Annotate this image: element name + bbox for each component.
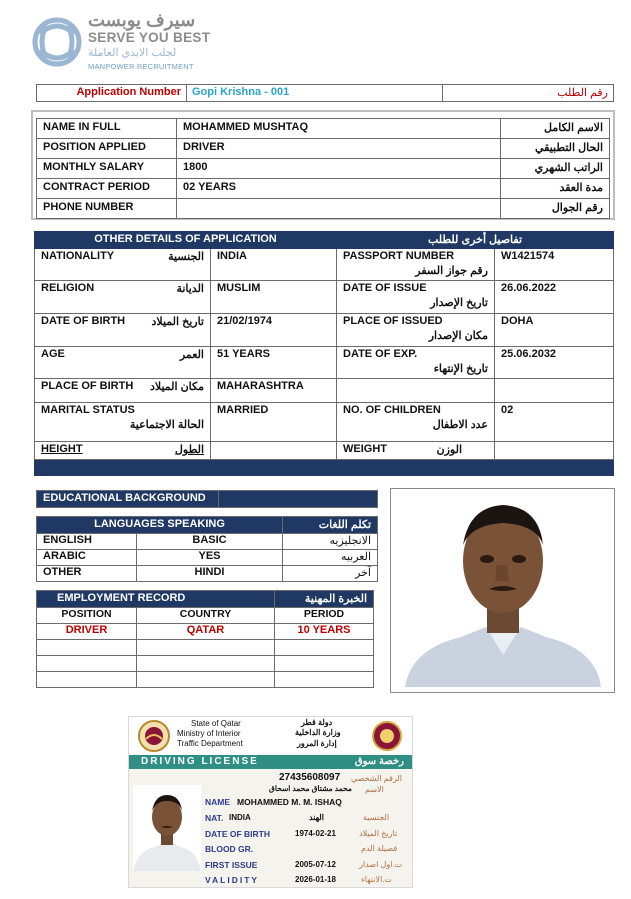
height-label-ar: الطول bbox=[174, 444, 204, 456]
place-of-birth-label: PLACE OF BIRTH bbox=[41, 380, 134, 392]
field-label: MONTHLY SALARY bbox=[37, 159, 177, 179]
license-first-issue-label: FIRST ISSUE bbox=[205, 860, 258, 870]
personal-info-box bbox=[31, 110, 615, 220]
field-value: MOHAMMED MUSHTAQ bbox=[177, 119, 501, 139]
license-name-ar: محمد مشتاق محمد اسحاق bbox=[269, 784, 352, 793]
field-label-ar: رقم الجوال bbox=[501, 199, 610, 219]
weight-label-cell bbox=[337, 442, 495, 460]
license-ministry-ar: وزارة الداخلية bbox=[295, 728, 341, 737]
employment-position: DRIVER bbox=[37, 624, 137, 640]
application-number-row bbox=[36, 84, 614, 102]
religion-label-ar: الديانة bbox=[176, 283, 204, 295]
table-row bbox=[37, 119, 610, 139]
date-of-issue-label-cell bbox=[337, 281, 495, 314]
age-label: AGE bbox=[41, 348, 65, 360]
language-name-ar: العربيه bbox=[283, 550, 378, 566]
language-level: YES bbox=[137, 550, 283, 566]
dob-label-cell bbox=[35, 314, 211, 347]
marital-status-value: MARRIED bbox=[211, 403, 337, 442]
table-row bbox=[35, 379, 614, 403]
license-id-number: 27435608097 bbox=[279, 772, 341, 783]
field-label-ar: مدة العقد bbox=[501, 179, 610, 199]
license-dept-ar: إدارة المرور bbox=[297, 739, 337, 748]
date-of-exp-label-cell bbox=[337, 347, 495, 379]
weight-value bbox=[495, 442, 614, 460]
date-of-exp-label-ar: تاريخ الإنتهاء bbox=[433, 363, 488, 375]
date-of-issue-value: 26.06.2022 bbox=[495, 281, 614, 314]
passport-label-cell bbox=[337, 249, 495, 281]
logo-english-tagline: MANPOWER RECRUITMENT bbox=[88, 62, 194, 71]
children-label-cell bbox=[337, 403, 495, 442]
field-label-ar: الحال التطبيقي bbox=[501, 139, 610, 159]
dob-label-ar: تاريخ الميلاد bbox=[151, 316, 204, 328]
marital-status-label-cell bbox=[35, 403, 211, 442]
traffic-dept-emblem-icon bbox=[371, 720, 403, 752]
table-row bbox=[37, 672, 374, 688]
field-label: CONTRACT PERIOD bbox=[37, 179, 177, 199]
languages-table bbox=[36, 516, 378, 582]
nationality-label-ar: الجنسية bbox=[168, 251, 204, 263]
license-name-label: NAME bbox=[205, 797, 231, 807]
license-state-en: State of Qatar bbox=[191, 719, 241, 728]
language-level: HINDI bbox=[137, 566, 283, 582]
other-details-section bbox=[34, 231, 614, 476]
language-name: ENGLISH bbox=[37, 534, 137, 550]
personal-info-table bbox=[36, 118, 610, 219]
company-logo bbox=[30, 10, 230, 74]
field-value bbox=[177, 199, 501, 219]
date-of-exp-value: 25.06.2032 bbox=[495, 347, 614, 379]
passport-label-ar: رقم جواز السفر bbox=[415, 265, 488, 277]
applicant-photo bbox=[390, 488, 615, 693]
table-row bbox=[37, 179, 610, 199]
table-row bbox=[35, 314, 614, 347]
footer-bar bbox=[35, 460, 614, 476]
employment-title-ar: الخبرة المهنية bbox=[275, 591, 374, 608]
place-of-birth-value: MAHARASHTRA bbox=[211, 379, 337, 403]
license-state-ar: دولة قطر bbox=[301, 718, 333, 727]
other-details-title: OTHER DETAILS OF APPLICATION bbox=[35, 232, 337, 249]
license-name-label-ar: الاسم bbox=[365, 785, 384, 794]
table-row bbox=[37, 534, 378, 550]
language-name: OTHER bbox=[37, 566, 137, 582]
dob-label: DATE OF BIRTH bbox=[41, 315, 126, 327]
age-label-cell bbox=[35, 347, 211, 379]
license-ministry-en: Ministry of Interior bbox=[177, 729, 241, 738]
field-label: PHONE NUMBER bbox=[37, 199, 177, 219]
children-label: NO. OF CHILDREN bbox=[343, 404, 441, 416]
table-row bbox=[37, 640, 374, 656]
table-row bbox=[37, 624, 374, 640]
height-value bbox=[211, 442, 337, 460]
license-id-label-ar: الرقم الشخصي bbox=[351, 774, 403, 783]
place-of-issue-label-ar: مكان الإصدار bbox=[428, 330, 488, 342]
table-row bbox=[37, 566, 378, 582]
table-row bbox=[37, 139, 610, 159]
language-name-ar: آخر bbox=[283, 566, 378, 582]
driving-license-card bbox=[128, 716, 413, 888]
license-nat: INDIA bbox=[229, 813, 251, 822]
field-value: 02 YEARS bbox=[177, 179, 501, 199]
table-row bbox=[37, 159, 610, 179]
languages-title-ar: تكلم اللغات bbox=[283, 517, 378, 534]
weight-label-ar: الوزن bbox=[436, 444, 462, 456]
age-label-ar: العمر bbox=[179, 349, 204, 361]
date-of-exp-label: DATE OF EXP. bbox=[343, 348, 418, 360]
place-of-issue-value: DOHA bbox=[495, 314, 614, 347]
age-value: 51 YEARS bbox=[211, 347, 337, 379]
license-title-ar: رخصة سوق bbox=[354, 756, 404, 767]
passport-value: W1421574 bbox=[495, 249, 614, 281]
religion-label-cell bbox=[35, 281, 211, 314]
license-name: MOHAMMED M. M. ISHAQ bbox=[237, 797, 342, 807]
language-level: BASIC bbox=[137, 534, 283, 550]
language-name: ARABIC bbox=[37, 550, 137, 566]
table-row bbox=[35, 281, 614, 314]
table-row bbox=[35, 442, 614, 460]
column-header-period: PERIOD bbox=[275, 608, 374, 624]
field-label: POSITION APPLIED bbox=[37, 139, 177, 159]
column-header-position: POSITION bbox=[37, 608, 137, 624]
place-of-issue-label-cell bbox=[337, 314, 495, 347]
passport-label: PASSPORT NUMBER bbox=[343, 250, 455, 262]
other-details-table bbox=[34, 231, 614, 476]
table-row bbox=[37, 656, 374, 672]
children-label-ar: عدد الاطفال bbox=[432, 419, 488, 431]
application-number-value: Gopi Krishna - 001 bbox=[187, 85, 443, 102]
other-details-title-ar: تفاصيل أخرى للطلب bbox=[337, 232, 614, 249]
license-blood-label-ar: فصيلة الدم bbox=[361, 844, 398, 853]
license-validity: 2026-01-18 bbox=[295, 875, 336, 884]
license-first-issue: 2005-07-12 bbox=[295, 860, 336, 869]
portrait-photo-icon bbox=[391, 489, 614, 692]
field-value: DRIVER bbox=[177, 139, 501, 159]
field-label: NAME IN FULL bbox=[37, 119, 177, 139]
license-dept-en: Traffic Department bbox=[177, 739, 243, 748]
nationality-label-cell bbox=[35, 249, 211, 281]
logo-arabic-name: سيرف يوبست bbox=[88, 10, 196, 30]
license-nat-label-ar: الجنسية bbox=[363, 813, 390, 822]
license-nat-ar: الهند bbox=[309, 813, 324, 822]
place-of-birth-label-cell bbox=[35, 379, 211, 403]
weight-label: WEIGHT bbox=[343, 443, 387, 455]
field-label-ar: الاسم الكامل bbox=[501, 119, 610, 139]
employment-period: 10 YEARS bbox=[275, 624, 374, 640]
dob-value: 21/02/1974 bbox=[211, 314, 337, 347]
logo-english-name: SERVE YOU BEST bbox=[88, 30, 211, 45]
employment-title: EMPLOYMENT RECORD bbox=[37, 591, 275, 608]
license-holder-photo-icon bbox=[133, 785, 201, 871]
employment-country: QATAR bbox=[137, 624, 275, 640]
field-label-ar: الراتب الشهري bbox=[501, 159, 610, 179]
height-label-cell bbox=[35, 442, 211, 460]
license-title-band bbox=[129, 755, 413, 769]
license-dob-label: DATE OF BIRTH bbox=[205, 829, 271, 839]
place-of-birth-label-ar: مكان الميلاد bbox=[149, 381, 204, 393]
religion-value: MUSLIM bbox=[211, 281, 337, 314]
table-row bbox=[37, 550, 378, 566]
nationality-label: NATIONALITY bbox=[41, 250, 115, 262]
languages-title: LANGUAGES SPEAKING bbox=[37, 517, 283, 534]
place-of-issue-label: PLACE OF ISSUED bbox=[343, 315, 443, 327]
license-nat-label: NAT. bbox=[205, 813, 224, 823]
logo-arabic-tagline: لجلب الايدي العاملة bbox=[88, 47, 177, 59]
children-value: 02 bbox=[495, 403, 614, 442]
table-row bbox=[35, 347, 614, 379]
education-header bbox=[36, 490, 378, 508]
license-dob: 1974-02-21 bbox=[295, 829, 336, 838]
license-first-issue-label-ar: ت.اول اصدار bbox=[359, 860, 403, 869]
height-label: HEIGHT bbox=[41, 443, 83, 455]
religion-label: RELIGION bbox=[41, 282, 95, 294]
table-row bbox=[37, 199, 610, 219]
education-title: EDUCATIONAL BACKGROUND bbox=[37, 491, 219, 508]
date-of-issue-label: DATE OF ISSUE bbox=[343, 282, 427, 294]
field-value: 1800 bbox=[177, 159, 501, 179]
column-header-country: COUNTRY bbox=[137, 608, 275, 624]
license-blood-label: BLOOD GR. bbox=[205, 844, 254, 854]
marital-status-label-ar: الحالة الاجتماعية bbox=[129, 419, 204, 431]
date-of-issue-label-ar: تاريخ الإصدار bbox=[430, 297, 488, 309]
table-row bbox=[35, 249, 614, 281]
table-row bbox=[35, 403, 614, 442]
application-number-label: Application Number bbox=[37, 85, 187, 102]
language-name-ar: الانجليزيه bbox=[283, 534, 378, 550]
license-validity-label-ar: ت.الانتهاء bbox=[361, 875, 393, 884]
employment-table bbox=[36, 590, 374, 688]
qatar-emblem-icon bbox=[137, 719, 171, 753]
application-number-label-ar: رقم الطلب bbox=[443, 85, 614, 102]
license-validity-label: VALIDITY bbox=[205, 875, 260, 885]
nationality-value: INDIA bbox=[211, 249, 337, 281]
table-row bbox=[37, 608, 374, 624]
knot-logo-icon bbox=[30, 14, 84, 70]
license-title-en: DRIVING LICENSE bbox=[141, 756, 259, 767]
license-dob-label-ar: تاريخ الميلاد bbox=[359, 829, 398, 838]
marital-status-label: MARITAL STATUS bbox=[41, 404, 135, 416]
